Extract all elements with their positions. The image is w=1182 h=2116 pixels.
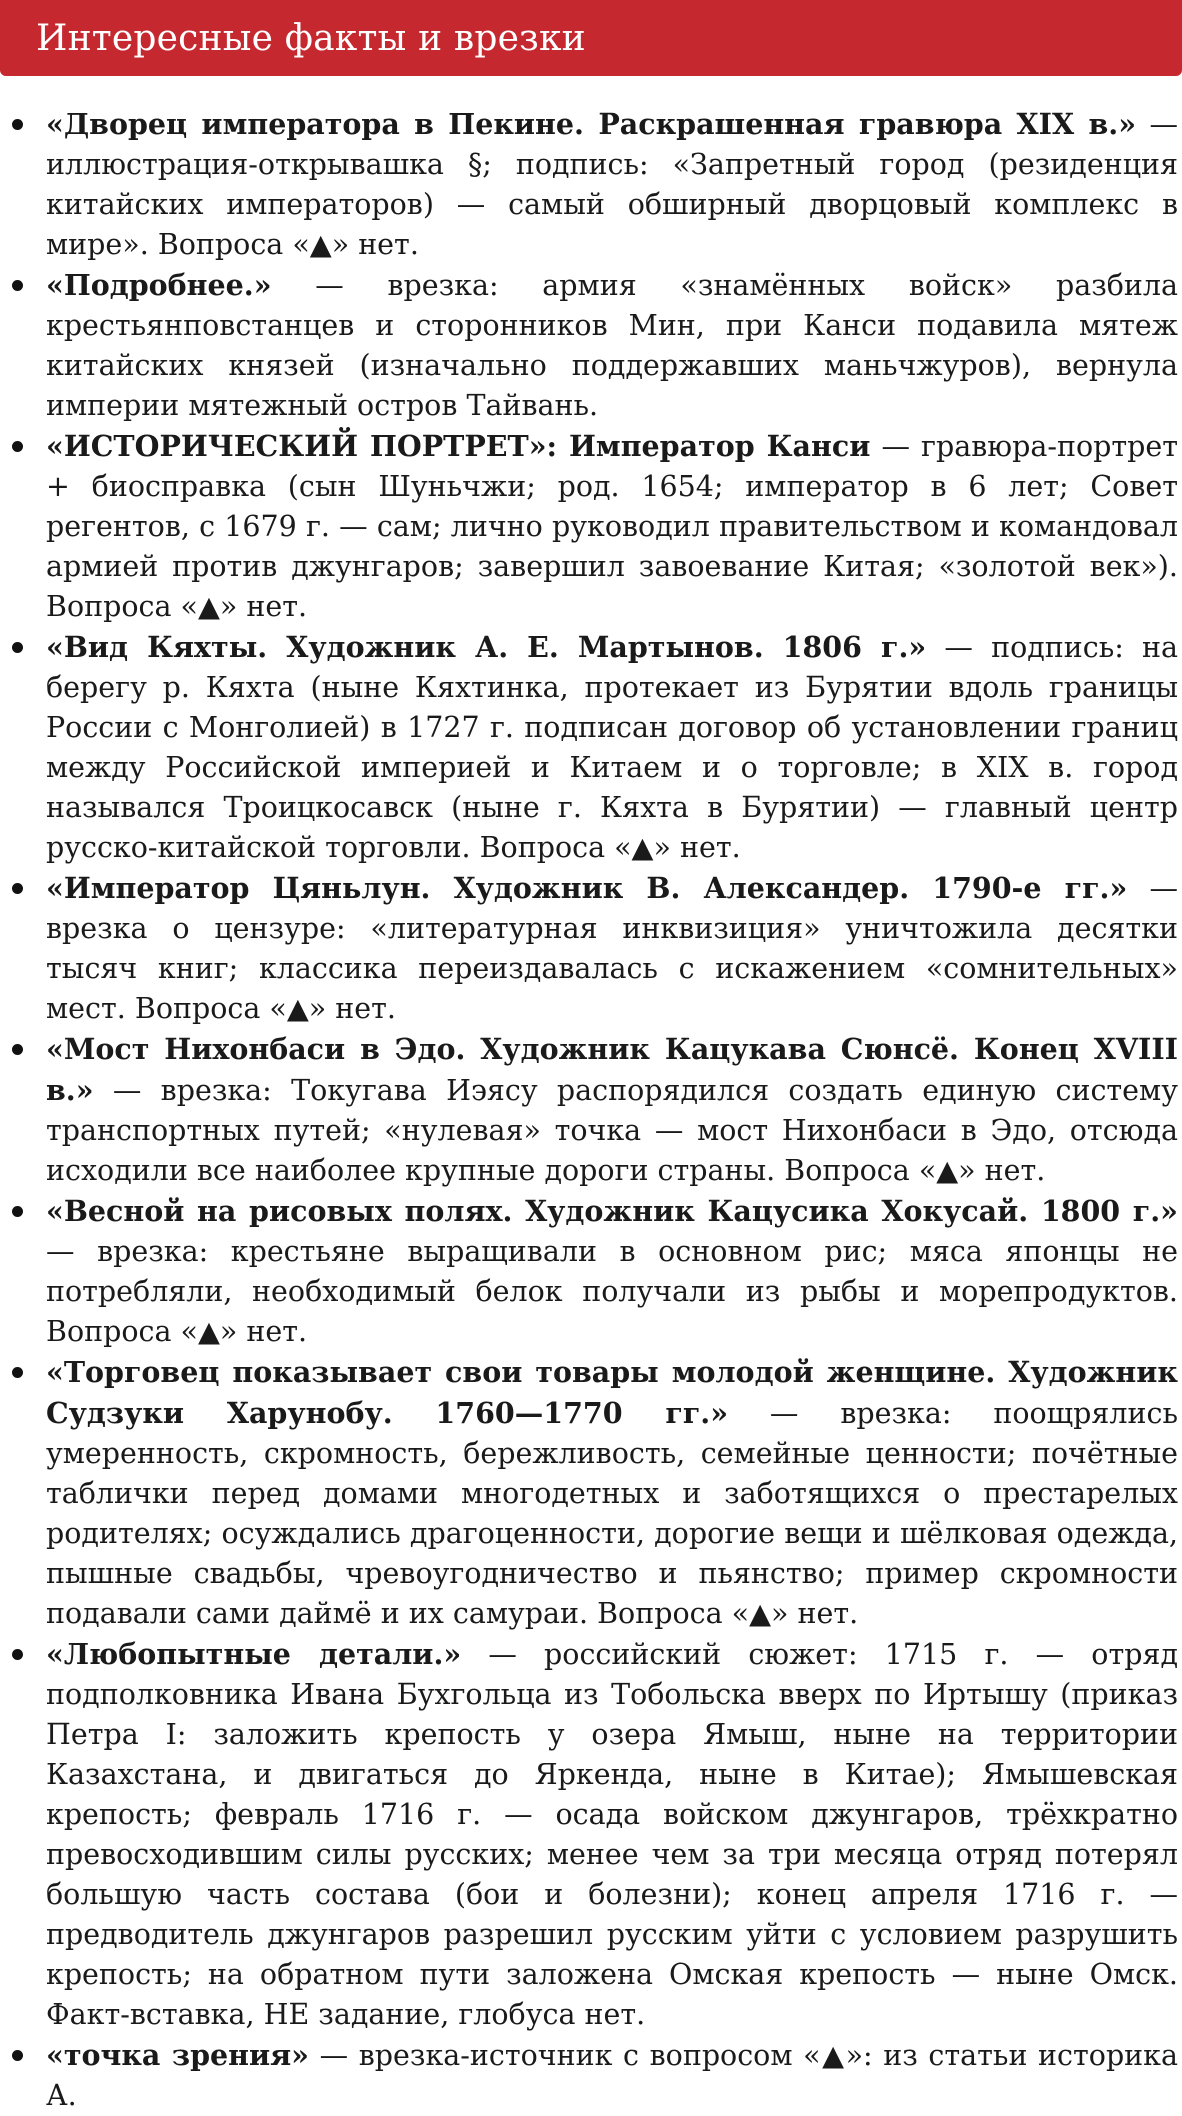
bullet-icon <box>12 2050 23 2061</box>
bullet-icon <box>12 1367 23 1378</box>
item-text: — врезка: крестьяне выращивали в основном рис; мяса японцы не потребляли, необходимый белок получали из рыбы и морепродуктов. Вопроса «▲» нет. <box>46 1235 1178 1348</box>
list-item <box>0 1029 1182 1191</box>
section-header <box>0 0 1182 76</box>
bullet-icon <box>12 642 23 653</box>
bullet-icon <box>12 441 23 452</box>
item-title: «Подробнее.» <box>46 268 272 302</box>
item-text: — врезка: поощрялись умеренность, скромность, бережливость, семейные ценности; почётные таблички перед домами многодетных и заботящихся о престарелых родителях; осуждались драгоценности, дорогие вещи и шёлковая одежда, пышные свадьбы, чревоугодничество и пьянство; пример скромности подавали сами даймё и их самураи. Вопроса «▲» нет. <box>46 1397 1178 1630</box>
list-item <box>0 1352 1182 1634</box>
bullet-icon <box>12 1044 23 1055</box>
list-item <box>0 1191 1182 1352</box>
item-title: «Вид Кяхты. Художник А. Е. Мартынов. 1806 г.» <box>46 630 927 664</box>
item-text: — врезка-источник с вопросом «▲»: из статьи историка А. <box>46 2039 1178 2112</box>
list-item <box>0 426 1182 627</box>
item-title: «точка зрения» <box>46 2038 309 2072</box>
list-item <box>0 2035 1182 2116</box>
bullet-icon <box>12 1649 23 1660</box>
item-text: — иллюстрация-открывашка §; подпись: «Запретный город (резиденция китайских императоров) — самый обширный дворцовый комплекс в мире». Вопроса «▲» нет. <box>46 108 1179 261</box>
item-text: — врезка: Токугава Иэясу распорядился создать единую систему транспортных путей; «нулевая» точка — мост Нихонбаси в Эдо, отсюда исходили все наиболее крупные дороги страны. Вопроса «▲» нет. <box>46 1074 1178 1187</box>
list-item <box>0 265 1182 426</box>
item-title: «Торговец показывает свои товары молодой женщине. Художник Судзуки Харунобу. 1760—1770 гг.» <box>46 1355 1178 1430</box>
bullet-icon <box>12 883 23 894</box>
facts-list <box>0 104 1182 2116</box>
item-title: «Император Цяньлун. Художник В. Александер. 1790-е гг.» <box>46 871 1128 905</box>
item-title: «ИСТОРИЧЕСКИЙ ПОРТРЕТ»: Император Канси <box>46 429 871 463</box>
item-title: «Весной на рисовых полях. Художник Кацусика Хокусай. 1800 г.» <box>46 1194 1178 1228</box>
item-text: — российский сюжет: 1715 г. — отряд подполковника Ивана Бухгольца из Тобольска вверх по Иртышу (приказ Петра I: заложить крепость у озера Ямыш, ныне на территории Казахстана, и двигаться до Яркенда, ныне в Китае); Ямышевская крепость; февраль 1716 г. — осада войском джунгаров, трёхкратно превосходившим силы русских; менее чем за три месяца отряд потерял большую часть состава (бои и болезни); конец апреля 1716 г. — предводитель джунгаров разрешил русским уйти с условием разрушить крепость; на обратном пути заложена Омская крепость — ныне Омск. Факт-вставка, НЕ задание, глобуса нет. <box>46 1638 1178 2031</box>
item-title: «Любопытные детали.» <box>46 1637 462 1671</box>
bullet-icon <box>12 1206 23 1217</box>
item-text: — гравюра-портрет + биосправка (сын Шуньчжи; род. 1654; император в 6 лет; Совет регентов, с 1679 г. — сам; лично руководил правительством и командовал армией против джунгаров; завершил завоевание Китая; «золотой век»). Вопроса «▲» нет. <box>46 430 1178 623</box>
bullet-icon <box>12 119 23 130</box>
list-item <box>0 627 1182 868</box>
section-title: Интересные факты и врезки <box>36 17 586 59</box>
list-item <box>0 868 1182 1029</box>
item-title: «Дворец императора в Пекине. Раскрашенная гравюра XIX в.» <box>46 107 1137 141</box>
list-item <box>0 1634 1182 2035</box>
item-text: — врезка о цензуре: «литературная инквизиция» уничтожила десятки тысяч книг; классика переиздавалась с искажением «сомнительных» мест. Вопроса «▲» нет. <box>46 872 1178 1025</box>
item-text: — врезка: армия «знамённых войск» разбила крестьянповстанцев и сторонников Мин, при Канси подавила мятеж китайских князей (изначально поддержавших маньчжуров), вернула империи мятежный остров Тайвань. <box>46 269 1178 422</box>
bullet-icon <box>12 280 23 291</box>
list-item <box>0 104 1182 265</box>
item-title: «Мост Нихонбаси в Эдо. Художник Кацукава Сюнсё. Конец XVIII в.» <box>46 1032 1178 1107</box>
item-text: — подпись: на берегу р. Кяхта (ныне Кяхтинка, протекает из Бурятии вдоль границы России с Монголией) в 1727 г. подписан договор об установлении границ между Российской империей и Китаем и о торговле; в XIX в. город назывался Троицкосавск (ныне г. Кяхта в Бурятии) — главный центр русско-китайской торговли. Вопроса «▲» нет. <box>46 631 1179 864</box>
